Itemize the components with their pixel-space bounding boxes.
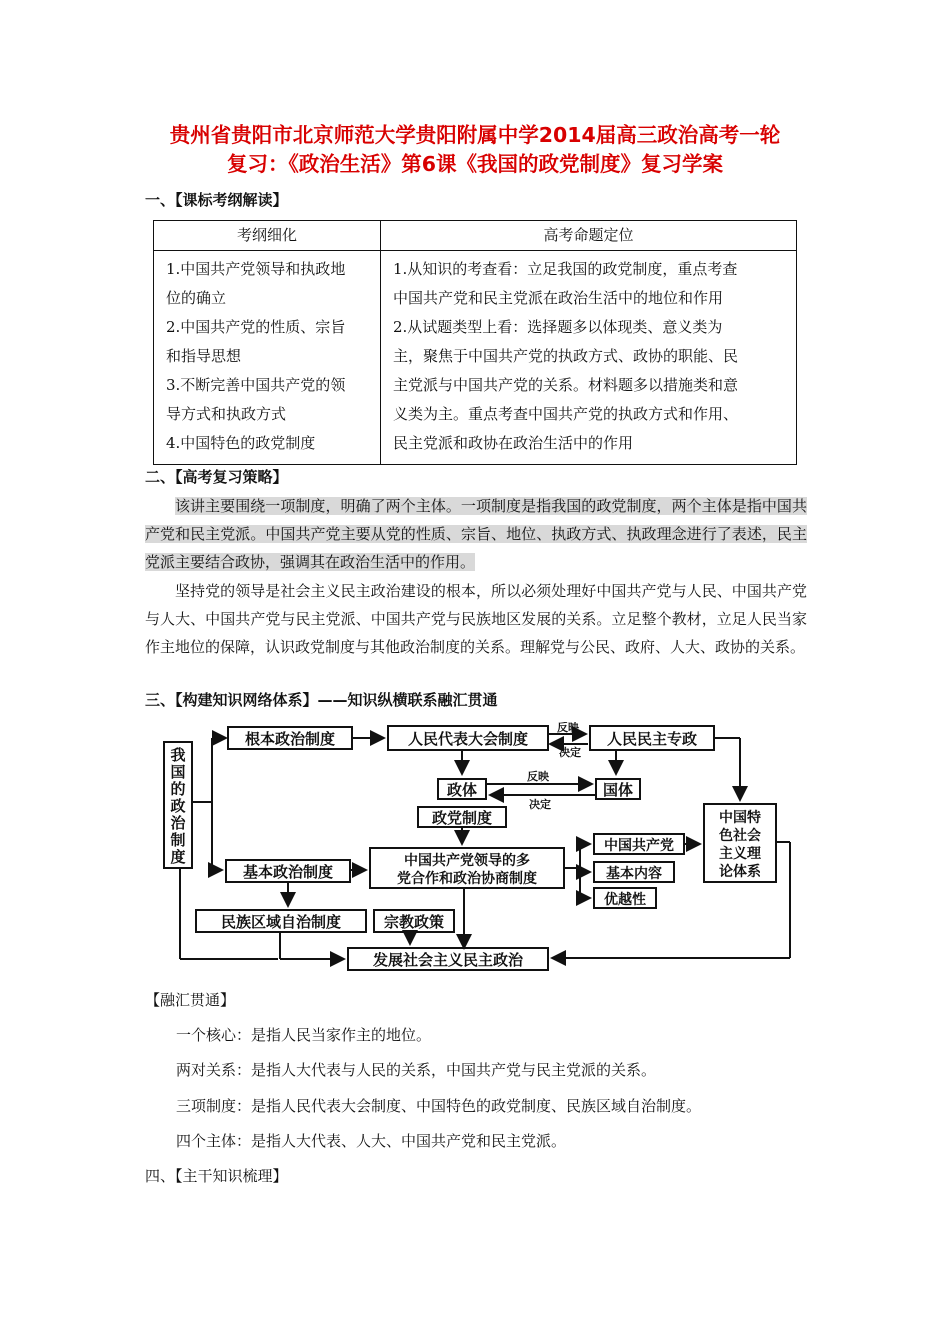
highlighted-text: 理念进行了表述，民主党派主要结合政协，强调其在政治生活中的作用。 [145,525,807,571]
node-basic-content: 基本内容 [606,866,662,882]
label-reflect: 反映 [557,722,579,734]
exam-focus-cell [381,251,797,465]
node-superiority: 优越性 [604,892,646,908]
node-cpc-multiparty-line2: 党合作和政治协商制度 [397,871,537,887]
title-line-1: 贵州省贵阳市北京师范大学贵阳附属中学2014届高三政治高考一轮 [169,123,781,147]
section-2-heading: 二、【高考复习策略】 [145,468,288,486]
node-theory-line: 色社会 [719,828,761,844]
section-3-heading: 三、【构建知识网络体系】——知识纵横联系融汇贯通 [145,691,498,709]
node-democratic-dictatorship: 人民民主专政 [606,730,698,748]
outline-line: 1.中国共产党领导和执政地 [166,260,346,278]
label-decide: 决定 [559,746,581,759]
section-4-heading: 四、【主干知识梳理】 [145,1167,288,1185]
label-reflect-2: 反映 [527,770,549,783]
section-1-heading: 一、【课标考纲解读】 [145,191,288,209]
outline-line: 4.中国特色的政党制度 [166,434,316,452]
exam-focus-line: 主党派与中国共产党的关系。材料题多以措施类和意 [393,376,739,394]
outline-line: 和指导思想 [166,347,242,365]
document-title [130,121,820,179]
node-basic-system: 基本政治制度 [242,863,334,881]
exam-focus-line: 主，聚焦于中国共产党的执政方式、政协的职能、民 [393,347,739,365]
root-char: 制 [170,831,186,849]
node-theory-line: 论体系 [719,864,761,880]
node-religion-policy: 宗教政策 [383,913,445,931]
exam-focus-line: 中国共产党和民主党派在政治生活中的地位和作用 [393,289,724,307]
node-cpc-multiparty-line1: 中国共产党领导的多 [404,853,530,869]
node-develop-democracy: 发展社会主义民主政治 [372,951,524,969]
outline-line: 位的确立 [166,289,227,307]
node-cpc: 中国共产党 [604,838,674,854]
node-state-nature: 国体 [602,781,634,799]
outline-table [153,220,797,465]
exam-focus-line: 民主党派和政协在政治生活中的作用 [393,434,634,452]
root-char: 国 [170,763,186,781]
knowledge-network-diagram [160,722,800,972]
root-char: 的 [170,780,186,798]
fusion-item: 三项制度：是指人民代表大会制度、中国特色的政党制度、民族区域自治制度。 [176,1097,702,1115]
fusion-item: 四个主体：是指人大代表、人大、中国共产党和民主党派。 [176,1132,567,1150]
node-fundamental-system: 根本政治制度 [244,730,336,748]
root-char: 政 [170,797,186,815]
fusion-item: 两对关系：是指人大代表与人民的关系，中国共产党与民主党派的关系。 [176,1061,657,1079]
node-npc-system: 人民代表大会制度 [407,730,529,748]
node-theory-line: 中国特 [719,810,761,826]
title-line-2: 复习：《政治生活》第6课《我国的政党制度》复习学案 [226,152,723,176]
node-theory-line: 主义理 [719,846,761,862]
node-ethnic-autonomy: 民族区域自治制度 [220,913,342,931]
outline-line: 2.中国共产党的性质、宗旨 [166,318,346,336]
outline-cell [154,251,381,465]
column-header-outline: 考纲细化 [154,221,381,251]
fusion-item: 一个核心：是指人民当家作主的地位。 [176,1026,432,1044]
node-regime: 政体 [446,781,478,799]
root-char: 度 [170,848,186,866]
exam-focus-line: 1.从知识的考查看：立足我国的政党制度，重点考查 [393,260,738,278]
root-char: 我 [170,746,186,764]
strategy-paragraph-2: 坚持党的领导是社会主义民主政治建设的根本，所以必须处理好中国共产党与人民、中国共产党与人大、中国共产党与民主党派、中国共产党与民族地区发展的关系。立足整个教材，立足人民当家作主地位的保障，认识政党制度与其他政治制度的关系。理解党与公民、政府、人大、政协的关系。 [145,582,807,656]
exam-focus-line: 义类为主。重点考查中国共产党的执政方式和作用、 [393,405,739,423]
highlighted-text: 是指中国共产党和民主党派。中国共产党主要从党的性质、宗旨、地位、执政方式、执政 [145,497,807,543]
exam-focus-line: 2.从试题类型上看：选择题多以体现类、意义类为 [393,318,723,336]
root-char: 治 [170,814,186,832]
label-decide-2: 决定 [529,798,551,811]
outline-line: 3.不断完善中国共产党的领 [166,376,346,394]
fusion-heading: 【融汇贯通】 [145,991,236,1009]
strategy-paragraph-1 [145,492,807,576]
highlighted-text: 该讲主要围绕一项制度，明确了两个主体。一项制度是指我国的政党制度，两个主体 [175,497,732,515]
column-header-exam-focus: 高考命题定位 [381,221,797,251]
node-party-system: 政党制度 [431,809,493,827]
outline-line: 导方式和执政方式 [166,405,287,423]
